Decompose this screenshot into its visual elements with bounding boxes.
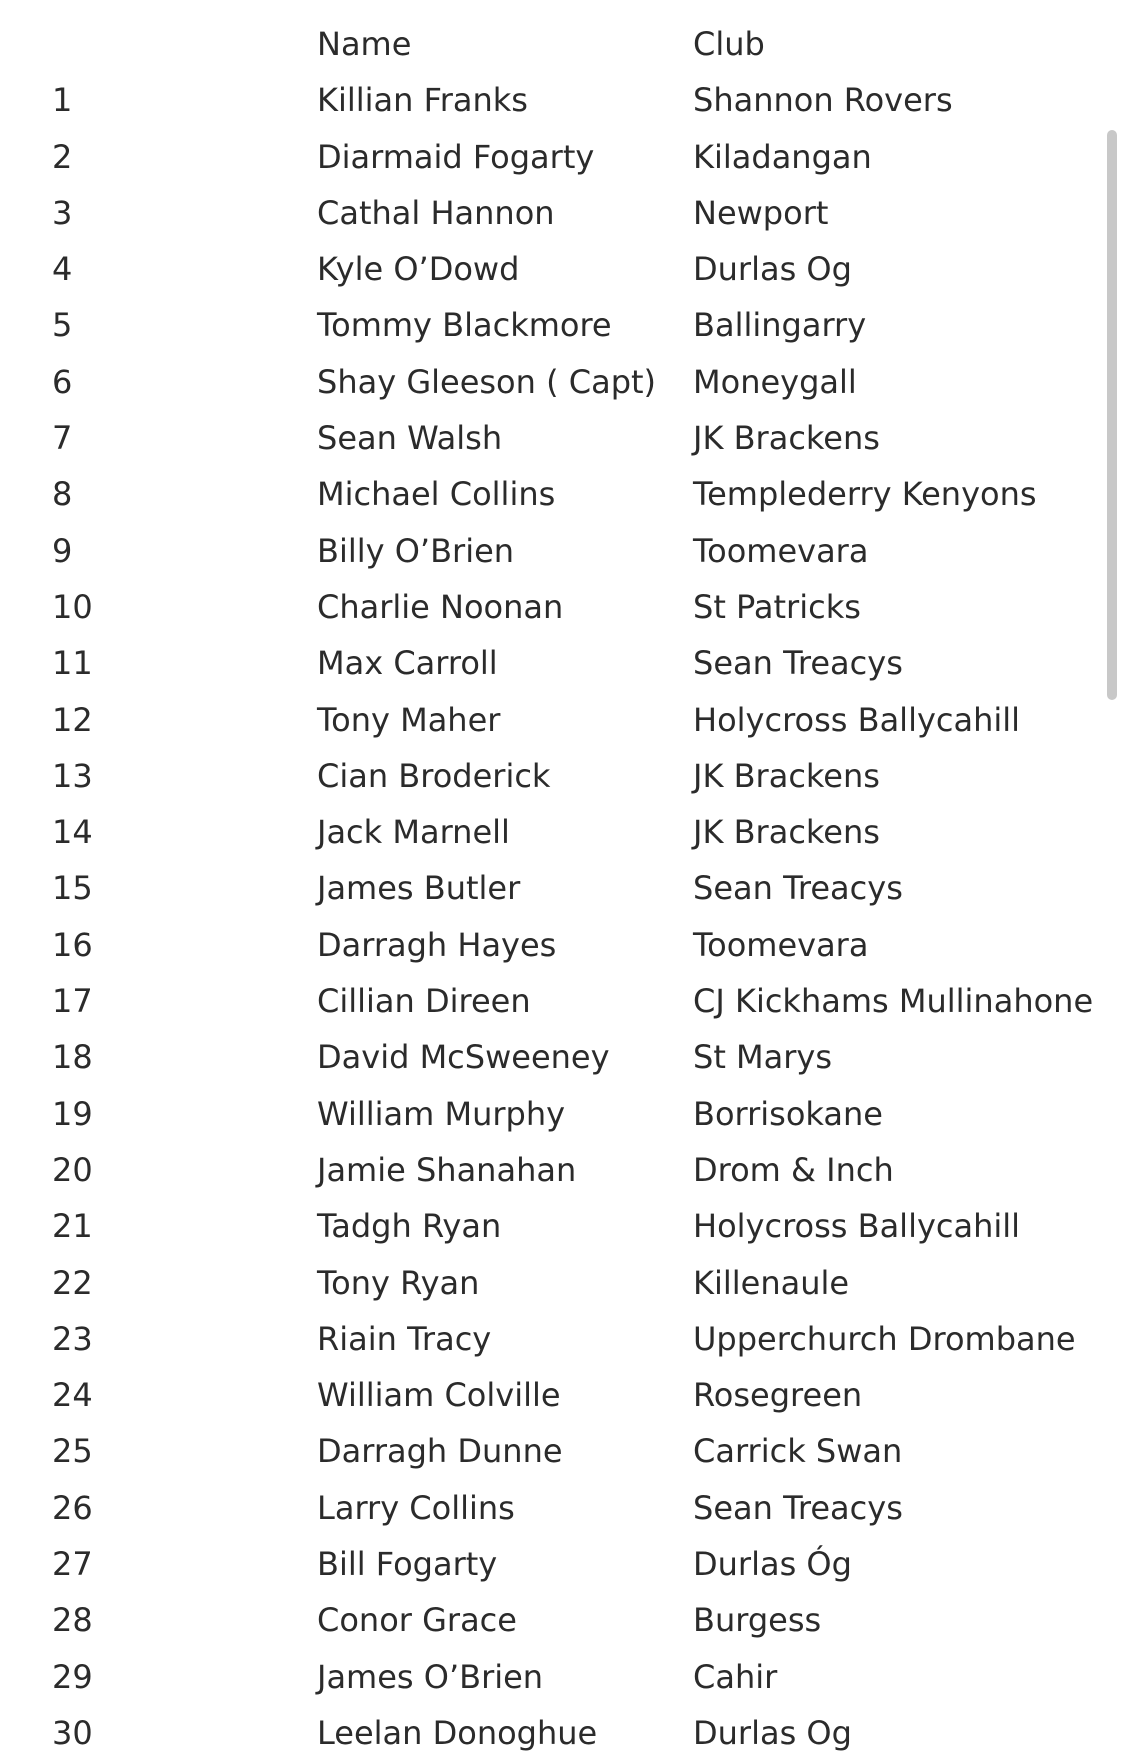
- player-name: David McSweeney: [317, 1038, 610, 1077]
- player-number: 16: [52, 925, 93, 964]
- player-number: 7: [52, 419, 73, 458]
- player-club: Kiladangan: [693, 137, 872, 176]
- player-number: 24: [52, 1376, 93, 1415]
- player-club: Toomevara: [693, 925, 869, 964]
- player-club: Holycross Ballycahill: [693, 700, 1021, 739]
- player-club: Burgess: [693, 1601, 822, 1640]
- club-column-header: Club: [693, 25, 765, 63]
- player-name: Sean Walsh: [317, 419, 503, 458]
- player-club: Borrisokane: [693, 1094, 883, 1133]
- table-row: [0, 523, 1125, 579]
- player-name: Riain Tracy: [317, 1319, 492, 1358]
- player-name: Jack Marnell: [317, 813, 510, 852]
- player-number: 21: [52, 1207, 93, 1246]
- player-number: 10: [52, 587, 93, 626]
- player-club: Carrick Swan: [693, 1432, 903, 1471]
- player-club: Toomevara: [693, 531, 869, 570]
- roster-rows: [0, 72, 1125, 1761]
- table-row: [0, 1367, 1125, 1423]
- player-club: Killenaule: [693, 1263, 850, 1302]
- vertical-scrollbar[interactable]: [1107, 130, 1117, 710]
- player-number: 6: [52, 362, 73, 401]
- table-row: [0, 692, 1125, 748]
- table-row: [0, 1592, 1125, 1648]
- player-club: Sean Treacys: [693, 1488, 903, 1527]
- player-club: Upperchurch Drombane: [693, 1319, 1076, 1358]
- table-header-row: [0, 16, 1125, 72]
- player-number: 19: [52, 1094, 93, 1133]
- player-number: 15: [52, 869, 93, 908]
- player-number: 5: [52, 306, 73, 345]
- player-club: Durlas Og: [693, 1713, 852, 1752]
- player-name: Cathal Hannon: [317, 193, 555, 232]
- player-club: Newport: [693, 193, 829, 232]
- player-number: 17: [52, 982, 93, 1021]
- table-row: [0, 1311, 1125, 1367]
- player-name: Jamie Shanahan: [317, 1150, 577, 1189]
- table-row: [0, 917, 1125, 973]
- player-club: St Patricks: [693, 587, 861, 626]
- player-number: 29: [52, 1657, 93, 1696]
- table-row: [0, 1480, 1125, 1536]
- player-number: 28: [52, 1601, 93, 1640]
- table-row: [0, 466, 1125, 522]
- player-name: Billy O’Brien: [317, 531, 515, 570]
- table-row: [0, 1029, 1125, 1085]
- player-number: 12: [52, 700, 93, 739]
- player-number: 25: [52, 1432, 93, 1471]
- player-number: 22: [52, 1263, 93, 1302]
- table-row: [0, 185, 1125, 241]
- player-number: 18: [52, 1038, 93, 1077]
- player-name: Michael Collins: [317, 475, 556, 514]
- table-row: [0, 1649, 1125, 1705]
- player-number: 27: [52, 1545, 93, 1584]
- table-row: [0, 635, 1125, 691]
- table-row: [0, 241, 1125, 297]
- player-name: Darragh Dunne: [317, 1432, 563, 1471]
- team-roster-table: [0, 16, 1125, 1761]
- player-name: Tony Ryan: [317, 1263, 480, 1302]
- player-name: Darragh Hayes: [317, 925, 557, 964]
- player-number: 3: [52, 193, 73, 232]
- player-club: Moneygall: [693, 362, 857, 401]
- player-club: Cahir: [693, 1657, 778, 1696]
- table-row: [0, 129, 1125, 185]
- player-name: Shay Gleeson ( Capt): [317, 362, 657, 401]
- player-number: 8: [52, 475, 73, 514]
- player-name: Charlie Noonan: [317, 587, 564, 626]
- player-number: 1: [52, 81, 73, 120]
- player-club: Durlas Óg: [693, 1545, 852, 1584]
- player-club: Shannon Rovers: [693, 81, 953, 120]
- player-name: James Butler: [317, 869, 521, 908]
- player-name: Bill Fogarty: [317, 1545, 498, 1584]
- table-row: [0, 297, 1125, 353]
- scrollbar-thumb[interactable]: [1107, 130, 1117, 700]
- player-name: Tommy Blackmore: [317, 306, 612, 345]
- player-name: Diarmaid Fogarty: [317, 137, 595, 176]
- player-club: JK Brackens: [693, 813, 880, 852]
- table-row: [0, 860, 1125, 916]
- player-name: Cillian Direen: [317, 982, 531, 1021]
- table-row: [0, 354, 1125, 410]
- table-row: [0, 1255, 1125, 1311]
- table-row: [0, 973, 1125, 1029]
- player-name: William Colville: [317, 1376, 561, 1415]
- player-name: Tony Maher: [317, 700, 501, 739]
- player-name: Max Carroll: [317, 644, 498, 683]
- player-club: Templederry Kenyons: [693, 475, 1037, 514]
- table-row: [0, 72, 1125, 128]
- player-name: Tadgh Ryan: [317, 1207, 502, 1246]
- name-column-header: Name: [317, 25, 412, 63]
- table-row: [0, 579, 1125, 635]
- player-number: 4: [52, 250, 73, 289]
- table-row: [0, 1086, 1125, 1142]
- player-number: 2: [52, 137, 73, 176]
- player-name: Kyle O’Dowd: [317, 250, 520, 289]
- table-row: [0, 748, 1125, 804]
- player-number: 26: [52, 1488, 93, 1527]
- table-row: [0, 804, 1125, 860]
- player-club: CJ Kickhams Mullinahone: [693, 982, 1094, 1021]
- player-name: Killian Franks: [317, 81, 528, 120]
- player-club: St Marys: [693, 1038, 833, 1077]
- player-club: Ballingarry: [693, 306, 867, 345]
- player-number: 13: [52, 756, 93, 795]
- player-name: Leelan Donoghue: [317, 1713, 598, 1752]
- player-number: 14: [52, 813, 93, 852]
- player-number: 11: [52, 644, 93, 683]
- table-row: [0, 1198, 1125, 1254]
- player-name: James O’Brien: [317, 1657, 544, 1696]
- player-number: 23: [52, 1319, 93, 1358]
- player-club: Sean Treacys: [693, 869, 903, 908]
- table-row: [0, 1536, 1125, 1592]
- player-name: Cian Broderick: [317, 756, 551, 795]
- table-row: [0, 1705, 1125, 1761]
- player-club: Sean Treacys: [693, 644, 903, 683]
- player-club: Rosegreen: [693, 1376, 863, 1415]
- table-row: [0, 410, 1125, 466]
- player-club: JK Brackens: [693, 756, 880, 795]
- player-name: William Murphy: [317, 1094, 566, 1133]
- table-row: [0, 1142, 1125, 1198]
- player-club: Durlas Og: [693, 250, 852, 289]
- player-number: 20: [52, 1150, 93, 1189]
- player-club: JK Brackens: [693, 419, 880, 458]
- player-club: Drom & Inch: [693, 1150, 894, 1189]
- player-name: Larry Collins: [317, 1488, 515, 1527]
- player-name: Conor Grace: [317, 1601, 517, 1640]
- player-number: 30: [52, 1713, 93, 1752]
- player-number: 9: [52, 531, 73, 570]
- player-club: Holycross Ballycahill: [693, 1207, 1021, 1246]
- table-row: [0, 1423, 1125, 1479]
